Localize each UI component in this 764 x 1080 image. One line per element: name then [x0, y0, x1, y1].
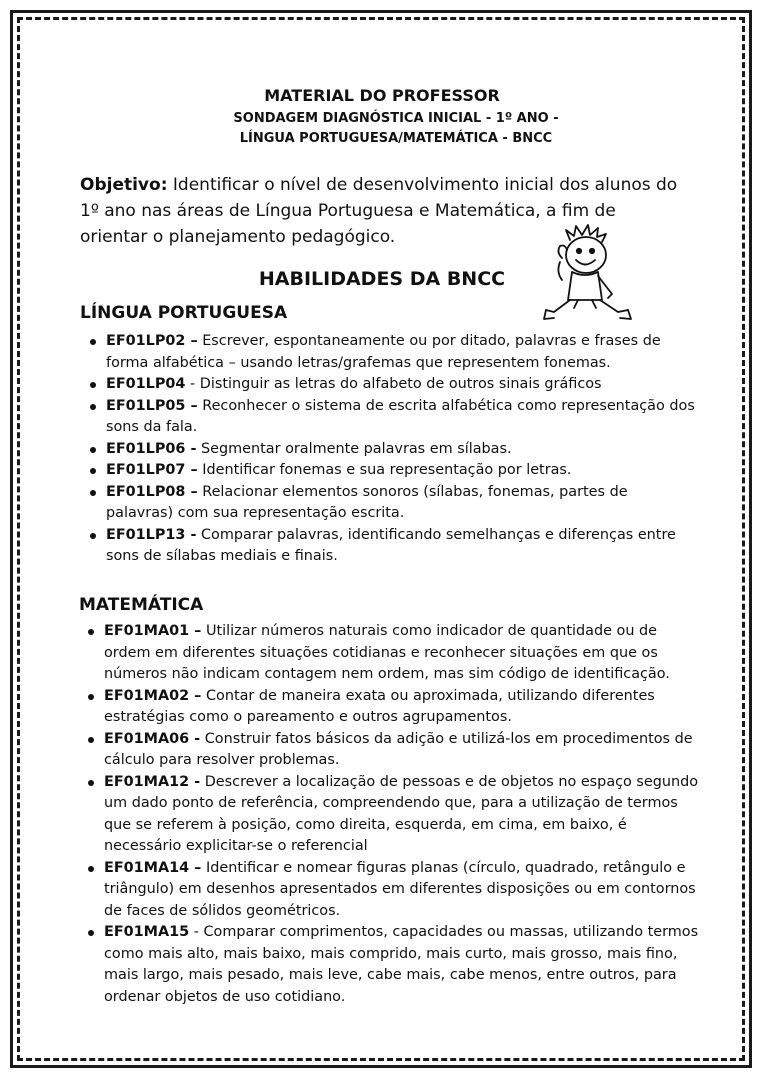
list-item: [88, 374, 698, 396]
skill-code: EF01MA06 -: [104, 730, 201, 747]
skill-code: EF01LP06 -: [106, 440, 197, 457]
skill-text: Identificar fonemas e sua representação por letras.: [197, 462, 572, 478]
skill-code: EF01LP08 –: [106, 483, 198, 500]
section-title-lingua-portuguesa: LÍNGUA PORTUGUESA: [80, 303, 288, 323]
skill-code: EF01LP13 -: [106, 526, 197, 543]
skill-code: EF01MA15: [104, 924, 190, 940]
skill-text: Contar de maneira exata ou aproximada, utilizando diferentes estratégias como o pareamento e outros agrupamentos.: [104, 687, 655, 725]
header-subject: LÍNGUA PORTUGUESA/MATEMÁTICA - BNCC: [239, 131, 553, 146]
skill-text: Identificar e nomear figuras planas (círculo, quadrado, retângulo e triângulo) em desenhos apresentados em diferentes disposições ou em contornos de faces de sólidos geométricos.: [104, 859, 696, 919]
objective-text: Identificar o nível de desenvolvimento inicial dos alunos do 1º ano nas áreas de Língua Portuguesa e Matemática, a fim de orientar o planejamento pedagógico.: [80, 175, 678, 247]
list-item: [88, 460, 698, 482]
list-item: [86, 621, 701, 686]
header-subtitle: SONDAGEM DIAGNÓSTICA INICIAL - 1º ANO -: [233, 111, 559, 126]
skill-text: Escrever, espontaneamente ou por ditado, palavras e frases de forma alfabética – usando letras/grafemas que representem fonemas.: [106, 333, 661, 371]
skill-text: Comparar palavras, identificando semelhanças e diferenças entre sons de sílabas mediais e finais.: [106, 526, 676, 564]
skill-text: Utilizar números naturais como indicador de quantidade ou de ordem em diferentes situações cotidianas e reconhecer situações em que os números não indicam contagem nem ordem, mas sim código de identificação.: [104, 623, 670, 682]
skill-code: EF01LP07 –: [106, 462, 198, 478]
skill-code: EF01MA14 –: [104, 859, 202, 876]
matematica-list: [86, 621, 701, 1008]
list-item: [86, 922, 701, 1008]
list-item: [88, 439, 698, 461]
skill-code: EF01MA01 –: [104, 623, 202, 639]
list-item: [88, 396, 698, 439]
skill-code: EF01MA12 -: [104, 773, 201, 790]
skill-code: EF01LP04: [106, 376, 186, 392]
list-item: [86, 772, 701, 858]
skill-text: Relacionar elementos sonoros (sílabas, fonemas, partes de palavras) com sua representação escrita.: [106, 483, 628, 521]
list-item: [88, 331, 698, 374]
objective-label: Objetivo:: [80, 175, 168, 195]
list-item: [86, 858, 701, 923]
skill-text: Segmentar oralmente palavras em sílabas.: [196, 440, 512, 457]
lingua-portuguesa-list: [88, 331, 698, 568]
skill-code: EF01LP02 –: [106, 333, 198, 349]
skill-code: EF01LP05 –: [106, 397, 198, 414]
habilidades-title: HABILIDADES DA BNCC: [258, 268, 506, 290]
skill-text: - Comparar comprimentos, capacidades ou massas, utilizando termos como mais alto, mais baixo, mais comprido, mais curto, mais grosso, mais fino, mais largo, mais pesado, mais leve, cabe mais, cabe menos, entre outros, para ordenar objetos de uso cotidiano.: [104, 924, 699, 1005]
list-item: [88, 525, 698, 568]
skill-text: Construir fatos básicos da adição e utilizá-los em procedimentos de cálculo para resolver problemas.: [104, 730, 693, 768]
section-title-matematica: MATEMÁTICA: [79, 595, 204, 615]
list-item: [86, 729, 701, 772]
header-title: MATERIAL DO PROFESSOR: [264, 86, 500, 105]
list-item: [88, 482, 698, 525]
list-item: [86, 686, 701, 729]
skill-text: Reconhecer o sistema de escrita alfabética como representação dos sons da fala.: [106, 397, 695, 435]
skill-text: - Distinguir as letras do alfabeto de outros sinais gráficos: [185, 376, 602, 392]
skill-text: Descrever a localização de pessoas e de objetos no espaço segundo um dado ponto de referência, compreendendo que, para a utilização de termos que se referem à posição, como direita, esquerda, em cima, em baixo, é necessário explicitar-se o referencial: [104, 773, 699, 854]
skill-code: EF01MA02 –: [104, 687, 202, 704]
